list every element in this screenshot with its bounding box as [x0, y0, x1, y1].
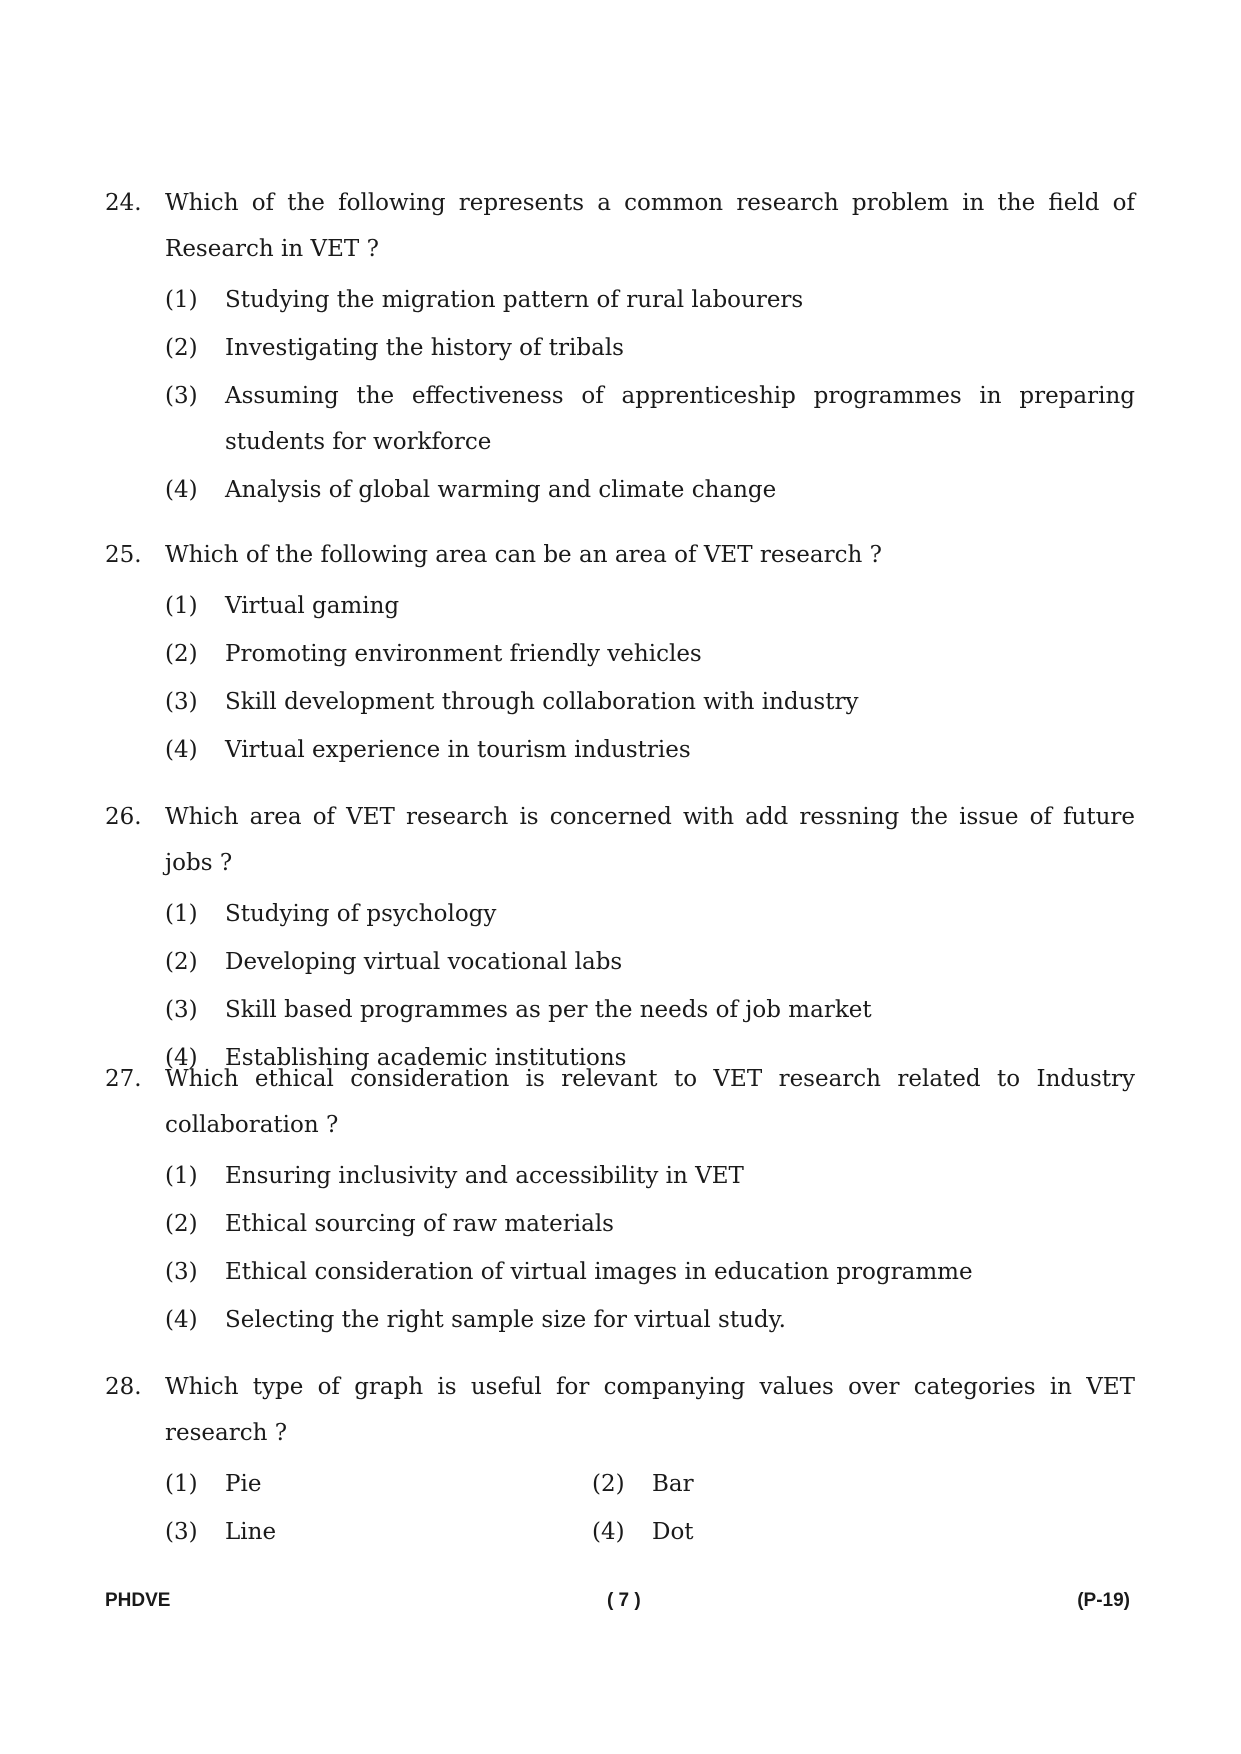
option-list [165, 1461, 1135, 1557]
option-text: Investigating the history of tribals [225, 335, 624, 361]
option [165, 325, 1135, 371]
option-text: Ensuring inclusivity and accessibility in VET [225, 1163, 744, 1189]
option-number: (4) [165, 737, 198, 763]
option-text: Analysis of global warming and climate change [225, 477, 777, 503]
option-text: Dot [652, 1519, 694, 1545]
option [165, 1509, 592, 1555]
option-text: Virtual experience in tourism industries [225, 737, 691, 763]
option-list [165, 277, 1135, 513]
question-28 [105, 1364, 1135, 1557]
option [165, 373, 1135, 465]
option-text: Developing virtual vocational labs [225, 949, 623, 975]
option-number: (2) [165, 335, 198, 361]
option [165, 1249, 1135, 1295]
option [165, 1461, 592, 1507]
option [165, 1297, 1135, 1343]
question-24 [105, 180, 1135, 515]
option-text: Studying the migration pattern of rural labourers [225, 287, 804, 313]
option-number: (4) [165, 1307, 198, 1333]
question-number: 26. [105, 804, 142, 830]
option-text: Line [225, 1519, 277, 1545]
option-text: Selecting the right sample size for virtual study. [225, 1307, 786, 1333]
question-number: 24. [105, 190, 142, 216]
option [165, 1201, 1135, 1247]
question-text: Which of the following area can be an area of VET research ? [165, 542, 882, 568]
option-list [165, 583, 1135, 773]
option-text: Assuming the effectiveness of apprenticeship programmes in preparing students for workforce [225, 383, 1135, 455]
question-number: 25. [105, 542, 142, 568]
question-text: Which type of graph is useful for companying values over categories in VET research ? [165, 1374, 1135, 1446]
option [165, 583, 1135, 629]
option-text: Skill development through collaboration with industry [225, 689, 859, 715]
option-text: Establishing academic institutions [225, 1045, 627, 1071]
question-27 [105, 1056, 1135, 1345]
option-number: (3) [165, 689, 198, 715]
option-text: Promoting environment friendly vehicles [225, 641, 702, 667]
option-number: (2) [592, 1471, 625, 1497]
option [165, 631, 1135, 677]
option-text: Bar [652, 1471, 694, 1497]
option [592, 1461, 1019, 1507]
option-number: (3) [165, 997, 198, 1023]
question-25 [105, 532, 1135, 775]
option [165, 277, 1135, 323]
option-number: (1) [165, 1163, 198, 1189]
question-text: Which ethical consideration is relevant to VET research related to Industry collaboration ? [165, 1066, 1135, 1138]
option-text: Studying of psychology [225, 901, 497, 927]
option-number: (3) [165, 1259, 198, 1285]
option-number: (3) [165, 1519, 198, 1545]
option [165, 727, 1135, 773]
option-number: (3) [165, 383, 198, 409]
option [165, 1153, 1135, 1199]
option [165, 891, 1135, 937]
option [592, 1509, 1019, 1555]
question-26 [105, 794, 1135, 1083]
option-text: Ethical consideration of virtual images in education programme [225, 1259, 973, 1285]
option-number: (2) [165, 1211, 198, 1237]
series-code: (P-19) [1077, 1590, 1130, 1611]
option-number: (4) [165, 477, 198, 503]
option-list [165, 1153, 1135, 1343]
option-text: Ethical sourcing of raw materials [225, 1211, 614, 1237]
option [165, 939, 1135, 985]
option-text: Virtual gaming [225, 593, 400, 619]
option [165, 987, 1135, 1033]
option-number: (1) [165, 1471, 198, 1497]
page-number: ( 7 ) [606, 1590, 641, 1611]
option-list [165, 891, 1135, 1081]
option [165, 679, 1135, 725]
option-number: (1) [165, 287, 198, 313]
option-text: Pie [225, 1471, 262, 1497]
option-number: (4) [592, 1519, 625, 1545]
option [165, 467, 1135, 513]
option-number: (2) [165, 949, 198, 975]
question-text: Which of the following represents a common research problem in the field of Research in VET ? [165, 190, 1135, 262]
option-number: (2) [165, 641, 198, 667]
paper-code: PHDVE [105, 1590, 171, 1611]
question-text: Which area of VET research is concerned with add ressning the issue of future jobs ? [165, 804, 1135, 876]
option-text: Skill based programmes as per the needs of job market [225, 997, 872, 1023]
page-footer [105, 1590, 1130, 1612]
option-number: (4) [165, 1045, 198, 1071]
question-number: 27. [105, 1066, 142, 1092]
question-number: 28. [105, 1374, 142, 1400]
option-number: (1) [165, 901, 198, 927]
option-number: (1) [165, 593, 198, 619]
